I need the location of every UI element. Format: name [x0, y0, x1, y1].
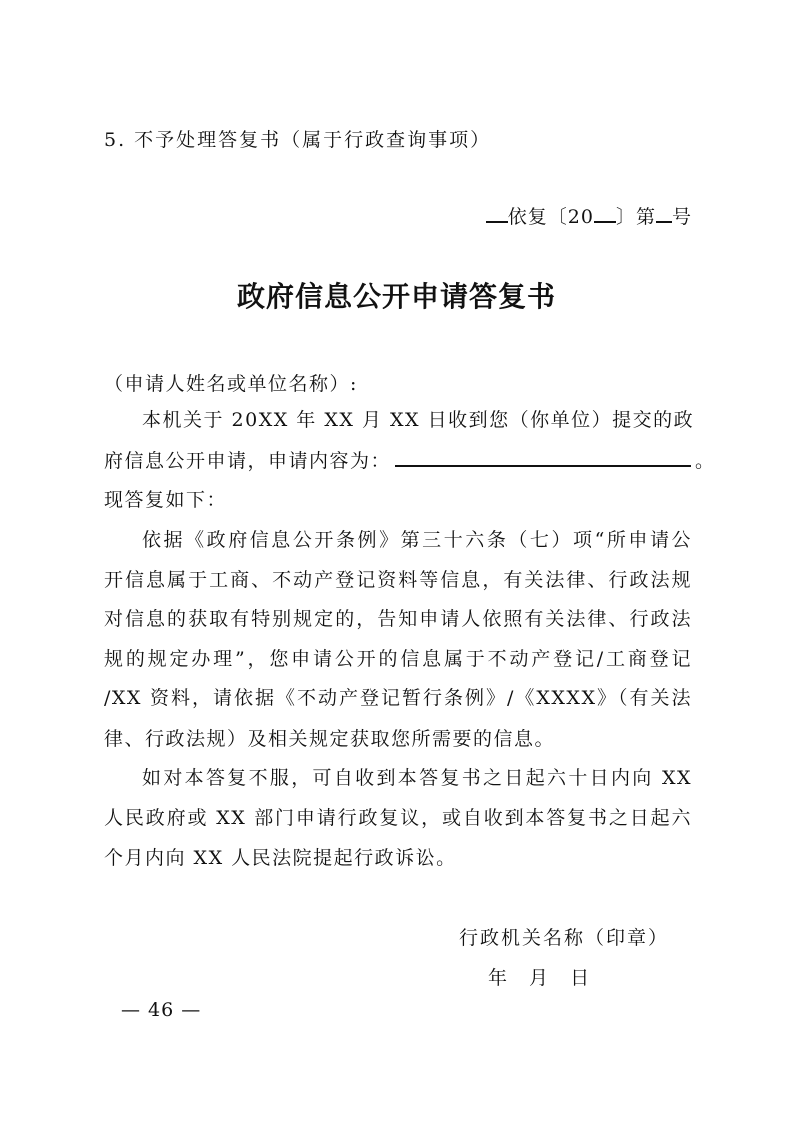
para2-line2: 开信息属于工商、不动产登记资料等信息，有关法律、行政法规	[104, 569, 692, 591]
page-number: — 46 —	[121, 999, 202, 1021]
para1-line2-prefix: 府信息公开申请，申请内容为：	[104, 450, 392, 472]
para2-line5: /XX 资料，请依据《不动产登记暂行条例》/《XXXX》（有关法	[104, 687, 692, 709]
document-title: 政府信息公开申请答复书	[236, 280, 556, 313]
section-heading: 5. 不予处理答复书（属于行政查询事项）	[104, 129, 492, 151]
doc-number-part3: 号	[671, 206, 692, 228]
para1-line1: 本机关于 20XX 年 XX 月 XX 日收到您（你单位）提交的政	[142, 409, 695, 431]
signature-line: 行政机关名称（印章）	[459, 927, 670, 949]
para1-line3: 现答复如下：	[104, 489, 228, 511]
document-number	[486, 199, 692, 235]
doc-number-part1: 依复〔20	[507, 206, 594, 228]
request-content-blank[interactable]	[395, 445, 691, 467]
para1-line2	[104, 443, 716, 479]
blank-serial[interactable]	[656, 201, 672, 223]
date-line: 年 月 日	[488, 967, 590, 989]
para3-line1: 如对本答复不服，可自收到本答复书之日起六十日内向 XX	[142, 767, 692, 789]
para2-line3: 对信息的获取有特别规定的，告知申请人依照有关法律、行政法	[104, 608, 692, 630]
para1-line2-suffix: 。	[695, 450, 716, 472]
blank-issuer[interactable]	[486, 201, 508, 223]
para3-line2: 人民政府或 XX 部门申请行政复议，或自收到本答复书之日起六	[104, 807, 692, 829]
blank-year[interactable]	[594, 201, 616, 223]
para2-line4: 规的规定办理”，您申请公开的信息属于不动产登记/工商登记	[104, 648, 692, 670]
para3-line3: 个月内向 XX 人民法院提起行政诉讼。	[104, 847, 457, 869]
doc-number-part2: 〕第	[615, 206, 656, 228]
para2-line1: 依据《政府信息公开条例》第三十六条（七）项“所申请公	[142, 529, 692, 551]
para2-line6: 律、行政法规）及相关规定获取您所需要的信息。	[104, 728, 556, 750]
salutation: （申请人姓名或单位名称）:	[104, 373, 358, 395]
